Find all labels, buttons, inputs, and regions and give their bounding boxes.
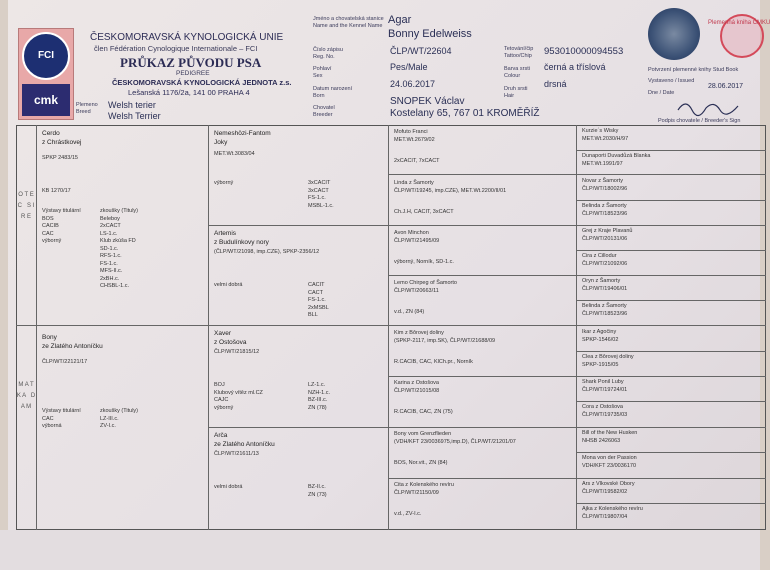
- fci-logo: [22, 32, 70, 80]
- doc-subtitle: PEDIGREE: [176, 70, 210, 77]
- gen4-cell: [582, 455, 637, 470]
- org-member: člen Fédération Cynologique Internationale – FCI: [94, 44, 258, 53]
- gen4-reg: NHSB 2426063: [582, 437, 621, 444]
- cmk-logo: cmk: [22, 84, 70, 116]
- gen4-reg: ČLP/WT/18002/96: [582, 185, 628, 192]
- gen2-cell-4: [214, 432, 275, 459]
- gen4-reg: SPKP-1915/05: [582, 361, 619, 368]
- reg-number: ČLP/WT/22604: [390, 46, 452, 56]
- gen4-name: Belinda z Šamorty: [582, 203, 627, 209]
- gen3-name: Karina z Ostošova: [394, 380, 439, 386]
- gen3-reg: ČLP/WT/20663/11: [394, 287, 439, 294]
- gen4-reg: ČLP/WT/18523/96: [582, 310, 628, 317]
- gen4-cell: [582, 253, 627, 268]
- date-label: Dne / Date: [648, 90, 675, 96]
- gen2-titles-a: BOJ Klubový vítěz ml.CZ CAJC výborný: [214, 382, 263, 411]
- gen3-extra: R.CACIB, CAC, KlCh.pr., Norník: [394, 359, 473, 365]
- gen4-reg: ČLP/WT/19807/04: [582, 513, 628, 520]
- issue-label: Potvrzení plemenné knihy Stud Book: [648, 67, 739, 73]
- gen4-name: Ajka z Kolenského revíru: [582, 506, 643, 512]
- dob-value: 24.06.2017: [390, 79, 436, 89]
- gen4-reg: ČLP/WT/21092/06: [582, 260, 628, 267]
- gen4-name: Dunaporti Duvadůzá Blanka: [582, 153, 651, 159]
- breeder-name: SNOPEK Václav: [390, 96, 465, 107]
- gen4-name: Ars z Vlkovské Obory: [582, 481, 635, 487]
- colour-value: černá a tříslová: [544, 62, 606, 72]
- gen2-kennel: Joky: [214, 138, 228, 146]
- issue-date: 28.06.2017: [708, 83, 744, 90]
- sign-label: Podpis chovatele / Breeder's Sign: [658, 118, 741, 124]
- gen3-cell: [394, 129, 440, 166]
- gen2-cell-1: [214, 130, 271, 159]
- gen3-reg: ČLP/WT/21015/08: [394, 387, 440, 394]
- gen2-name: Xaver: [214, 330, 231, 337]
- gen4-cell: [582, 481, 635, 496]
- gen4-cell: [582, 278, 627, 293]
- gen4-reg: MET.Wt.1991/97: [582, 160, 623, 167]
- breeder-address: Kostelany 65, 767 01 KROMĚŘÍŽ: [390, 108, 540, 119]
- gen4-cell: [582, 430, 637, 445]
- gen3-name: Avon Minchon: [394, 230, 429, 236]
- gen4-reg: ČLP/WT/19406/01: [582, 285, 628, 292]
- gen2-titles-a: velmi dobrá: [214, 484, 243, 490]
- gen3-name: Kim z Bôrovej doliny: [394, 330, 444, 336]
- breed-cz: Welsh terier: [108, 100, 156, 110]
- sire-kennel: z Chrástkovej: [42, 138, 82, 146]
- gen3-extra: výborný, Norník, SD-1.c.: [394, 259, 454, 265]
- dam-titles-shows: Výstavy titulární CAC výborná: [42, 408, 81, 429]
- stud-book-stamp: [648, 8, 700, 60]
- breeder-label: Chovatel Breeder: [313, 105, 335, 118]
- sire-side-label: O T E C S I R E: [17, 192, 36, 220]
- issuer-name: ČESKOMORAVSKÁ KYNOLOGICKÁ JEDNOTA z.s.: [112, 78, 292, 87]
- gen3-cell: [394, 230, 454, 267]
- gen4-name: Novar z Šamorty: [582, 178, 623, 184]
- sex-value: Pes/Male: [390, 62, 428, 72]
- seal-text: Plemenná kniha ČMKU: [708, 20, 770, 26]
- gen2-titles-b: BZ-II.c. ZN (73): [308, 484, 327, 498]
- gen3-cell: [394, 330, 495, 367]
- pedigree-document: [8, 0, 770, 570]
- sire-titles-exams: zkoušky (Tituly) Beleboy 2xCACT LS-1.c. Klub zkúša FD SD-1.c. RFS-1.c. FS-1.c. MFS-II.c. 2xBH.c. CHSBL-1.c.: [100, 208, 138, 289]
- gen3-cell: [394, 180, 506, 217]
- gen4-reg: VDH/KFT 23/0036170: [582, 462, 637, 469]
- chip-value: 953010000094553: [544, 46, 624, 57]
- gen4-cell: [582, 228, 632, 243]
- gen3-reg: (SPKP-2117, imp.SK), ČLP/WT/21688/09: [394, 337, 496, 344]
- dam-name: Bony: [42, 334, 57, 341]
- coat-value: drsná: [544, 79, 567, 89]
- colour-label: Barva srsti Colour: [504, 66, 530, 79]
- gen4-cell: [582, 404, 627, 419]
- sire-extra-reg: KB 1270/17: [42, 188, 71, 194]
- gen3-reg: (VDH/KFT 23/0036975,imp.D), ČLP/WT/21201/07: [394, 438, 516, 445]
- gen2-reg: ČLP/WT/21611/13: [214, 451, 259, 457]
- gen3-name: Bony vom Grenzflieden: [394, 431, 452, 437]
- sire-titles-shows: Výstavy titulární BOS CACIB CAC výborný: [42, 208, 81, 244]
- gen4-cell: [582, 329, 618, 344]
- gen4-name: Bill of the New Husken: [582, 430, 638, 436]
- gen4-name: Grej z Kraje Plavanů: [582, 228, 633, 234]
- dam-side-label: M A T K A D A M: [16, 382, 37, 410]
- sire-name: Cerdo: [42, 130, 60, 137]
- gen2-reg: ČLP/WT/21815/12: [214, 349, 260, 355]
- gen2-cell-3: [214, 330, 259, 357]
- dam-titles-exams: zkoušky (Tituly) LZ-III.c. ZV-I.c.: [100, 408, 138, 429]
- gen4-name: Ikar z Agočiny: [582, 329, 617, 335]
- gen4-name: Belinda z Šamorty: [582, 303, 627, 309]
- gen2-titles-a: velmi dobrá: [214, 282, 243, 288]
- gen3-reg: ČLP/WT/19245, imp.CZE), MET.Wt.2200/II/01: [394, 187, 507, 194]
- gen2-name: Arča: [214, 432, 228, 439]
- dam-cell: [42, 334, 103, 367]
- gen2-titles-a: výborný: [214, 180, 234, 186]
- gen3-extra: Ch.J.H, CACIT, 3xCACT: [394, 209, 454, 215]
- issuer-address: Lešanská 1176/2a, 141 00 PRAHA 4: [128, 88, 250, 97]
- gen4-name: Oryn z Šamorty: [582, 278, 621, 284]
- gen2-cell-2: [214, 230, 319, 257]
- chip-label: Tetování/čip Tattoo/Chip: [504, 46, 534, 59]
- gen4-name: Kurzie´s Wisky: [582, 128, 619, 134]
- gen2-kennel: z Ostošova: [214, 338, 247, 346]
- gen3-reg: ČLP/WT/21495/09: [394, 237, 440, 244]
- gen4-name: Mona von der Passion: [582, 455, 637, 461]
- org-title: ČESKOMORAVSKÁ KYNOLOGICKÁ UNIE: [90, 32, 284, 43]
- gen4-cell: [582, 128, 628, 143]
- bottom-margin: [0, 530, 760, 570]
- gen4-reg: ČLP/WT/19735/03: [582, 411, 628, 418]
- pedigree-table: [16, 125, 766, 530]
- gen4-cell: [582, 354, 634, 369]
- dog-name-1: Agar: [388, 14, 412, 26]
- sire-reg: SPKP 2483/15: [42, 155, 78, 161]
- fci-logo-text: FCI: [37, 50, 55, 61]
- gen3-name: Mofuto Franci: [394, 129, 428, 135]
- issue-label-2: Vystaveno / Issued: [648, 78, 695, 84]
- doc-title: PRŮKAZ PŮVODU PSA: [120, 55, 262, 70]
- gen2-reg: MET.Wt.3083/04: [214, 151, 255, 157]
- gen4-name: Cora z Ostošova: [582, 404, 623, 410]
- gen4-cell: [582, 203, 627, 218]
- gen3-extra: v.d., ZV-I.c.: [394, 511, 422, 517]
- gen2-reg: (ČLP/WT/21098, imp.CZE), SPKP-2356/12: [214, 249, 320, 255]
- name-label: Jméno a chovatelská stanice Name and the Kennel Name: [313, 16, 384, 29]
- gen4-cell: [582, 303, 627, 318]
- coat-label: Druh srsti Hair: [504, 86, 528, 99]
- gen4-name: Cira z Cillodur: [582, 253, 617, 259]
- sire-cell: [42, 130, 81, 163]
- gen2-titles-b: LZ-1.c. NZH-1.c. BZ-III.c. ZN (78): [308, 382, 330, 411]
- gen2-kennel: ze Zlatého Antoníčku: [214, 440, 275, 448]
- gen3-extra: BOS, Nor.vit., ZN (84): [394, 460, 448, 466]
- gen4-reg: ČLP/WT/18523/96: [582, 210, 628, 217]
- dog-name-2: Bonny Edelweiss: [388, 28, 472, 40]
- gen2-name: Nemeshözi-Fantom: [214, 130, 271, 137]
- gen3-reg: ČLP/WT/21150/09: [394, 489, 439, 496]
- gen4-reg: ČLP/WT/19582/02: [582, 488, 628, 495]
- gen3-cell: [394, 380, 453, 417]
- gen3-extra: R.CACIB, CAC, ZN (75): [394, 409, 453, 415]
- gen3-name: Linda z Šamorty: [394, 180, 434, 186]
- gen4-cell: [582, 379, 627, 394]
- gen4-cell: [582, 506, 643, 521]
- gen4-name: Clea z Bôrovej doliny: [582, 354, 634, 360]
- gen4-reg: MET.Wt.2030/H/97: [582, 135, 629, 142]
- dob-label: Datum narození Born: [313, 86, 353, 99]
- gen2-kennel: z Budulínkovy nory: [214, 238, 269, 246]
- dam-reg: ČLP/WT/22121/17: [42, 359, 88, 365]
- gen2-titles-b: 3xCACIT 3xCACT FS-1.c. MSBL-1.c.: [308, 180, 334, 209]
- dam-kennel: ze Zlatého Antoníčku: [42, 342, 103, 350]
- gen4-reg: ČLP/WT/20131/06: [582, 235, 628, 242]
- breeder-signature: [676, 96, 746, 118]
- gen3-name: Cita z Kolenského revíru: [394, 482, 454, 488]
- breed-en: Welsh Terrier: [108, 111, 161, 121]
- gen4-reg: ČLP/WT/19724/01: [582, 386, 628, 393]
- gen3-reg: MET.Wt.2679/02: [394, 136, 435, 143]
- gen3-extra: 2xCACIT, 7xCACT: [394, 158, 440, 164]
- gen4-reg: SPKP-1546/02: [582, 336, 619, 343]
- breed-label: Plemeno Breed: [76, 102, 98, 115]
- gen4-cell: [582, 153, 651, 168]
- gen2-titles-b: CACIT CACT FS-1.c. 2xMSBL BLL: [308, 282, 329, 318]
- gen3-name: Lemo Chirpeg of Šamorto: [394, 280, 457, 286]
- gen3-cell: [394, 280, 457, 317]
- gen4-name: Shark Ponil Luby: [582, 379, 624, 385]
- gen2-name: Artemis: [214, 230, 237, 237]
- reg-label: Číslo zápisu Reg. No.: [313, 47, 343, 60]
- gen3-cell: [394, 431, 516, 468]
- sex-label: Pohlaví Sex: [313, 66, 332, 79]
- gen3-extra: v.d., ZN (84): [394, 309, 425, 315]
- gen4-cell: [582, 178, 627, 193]
- gen3-cell: [394, 482, 454, 519]
